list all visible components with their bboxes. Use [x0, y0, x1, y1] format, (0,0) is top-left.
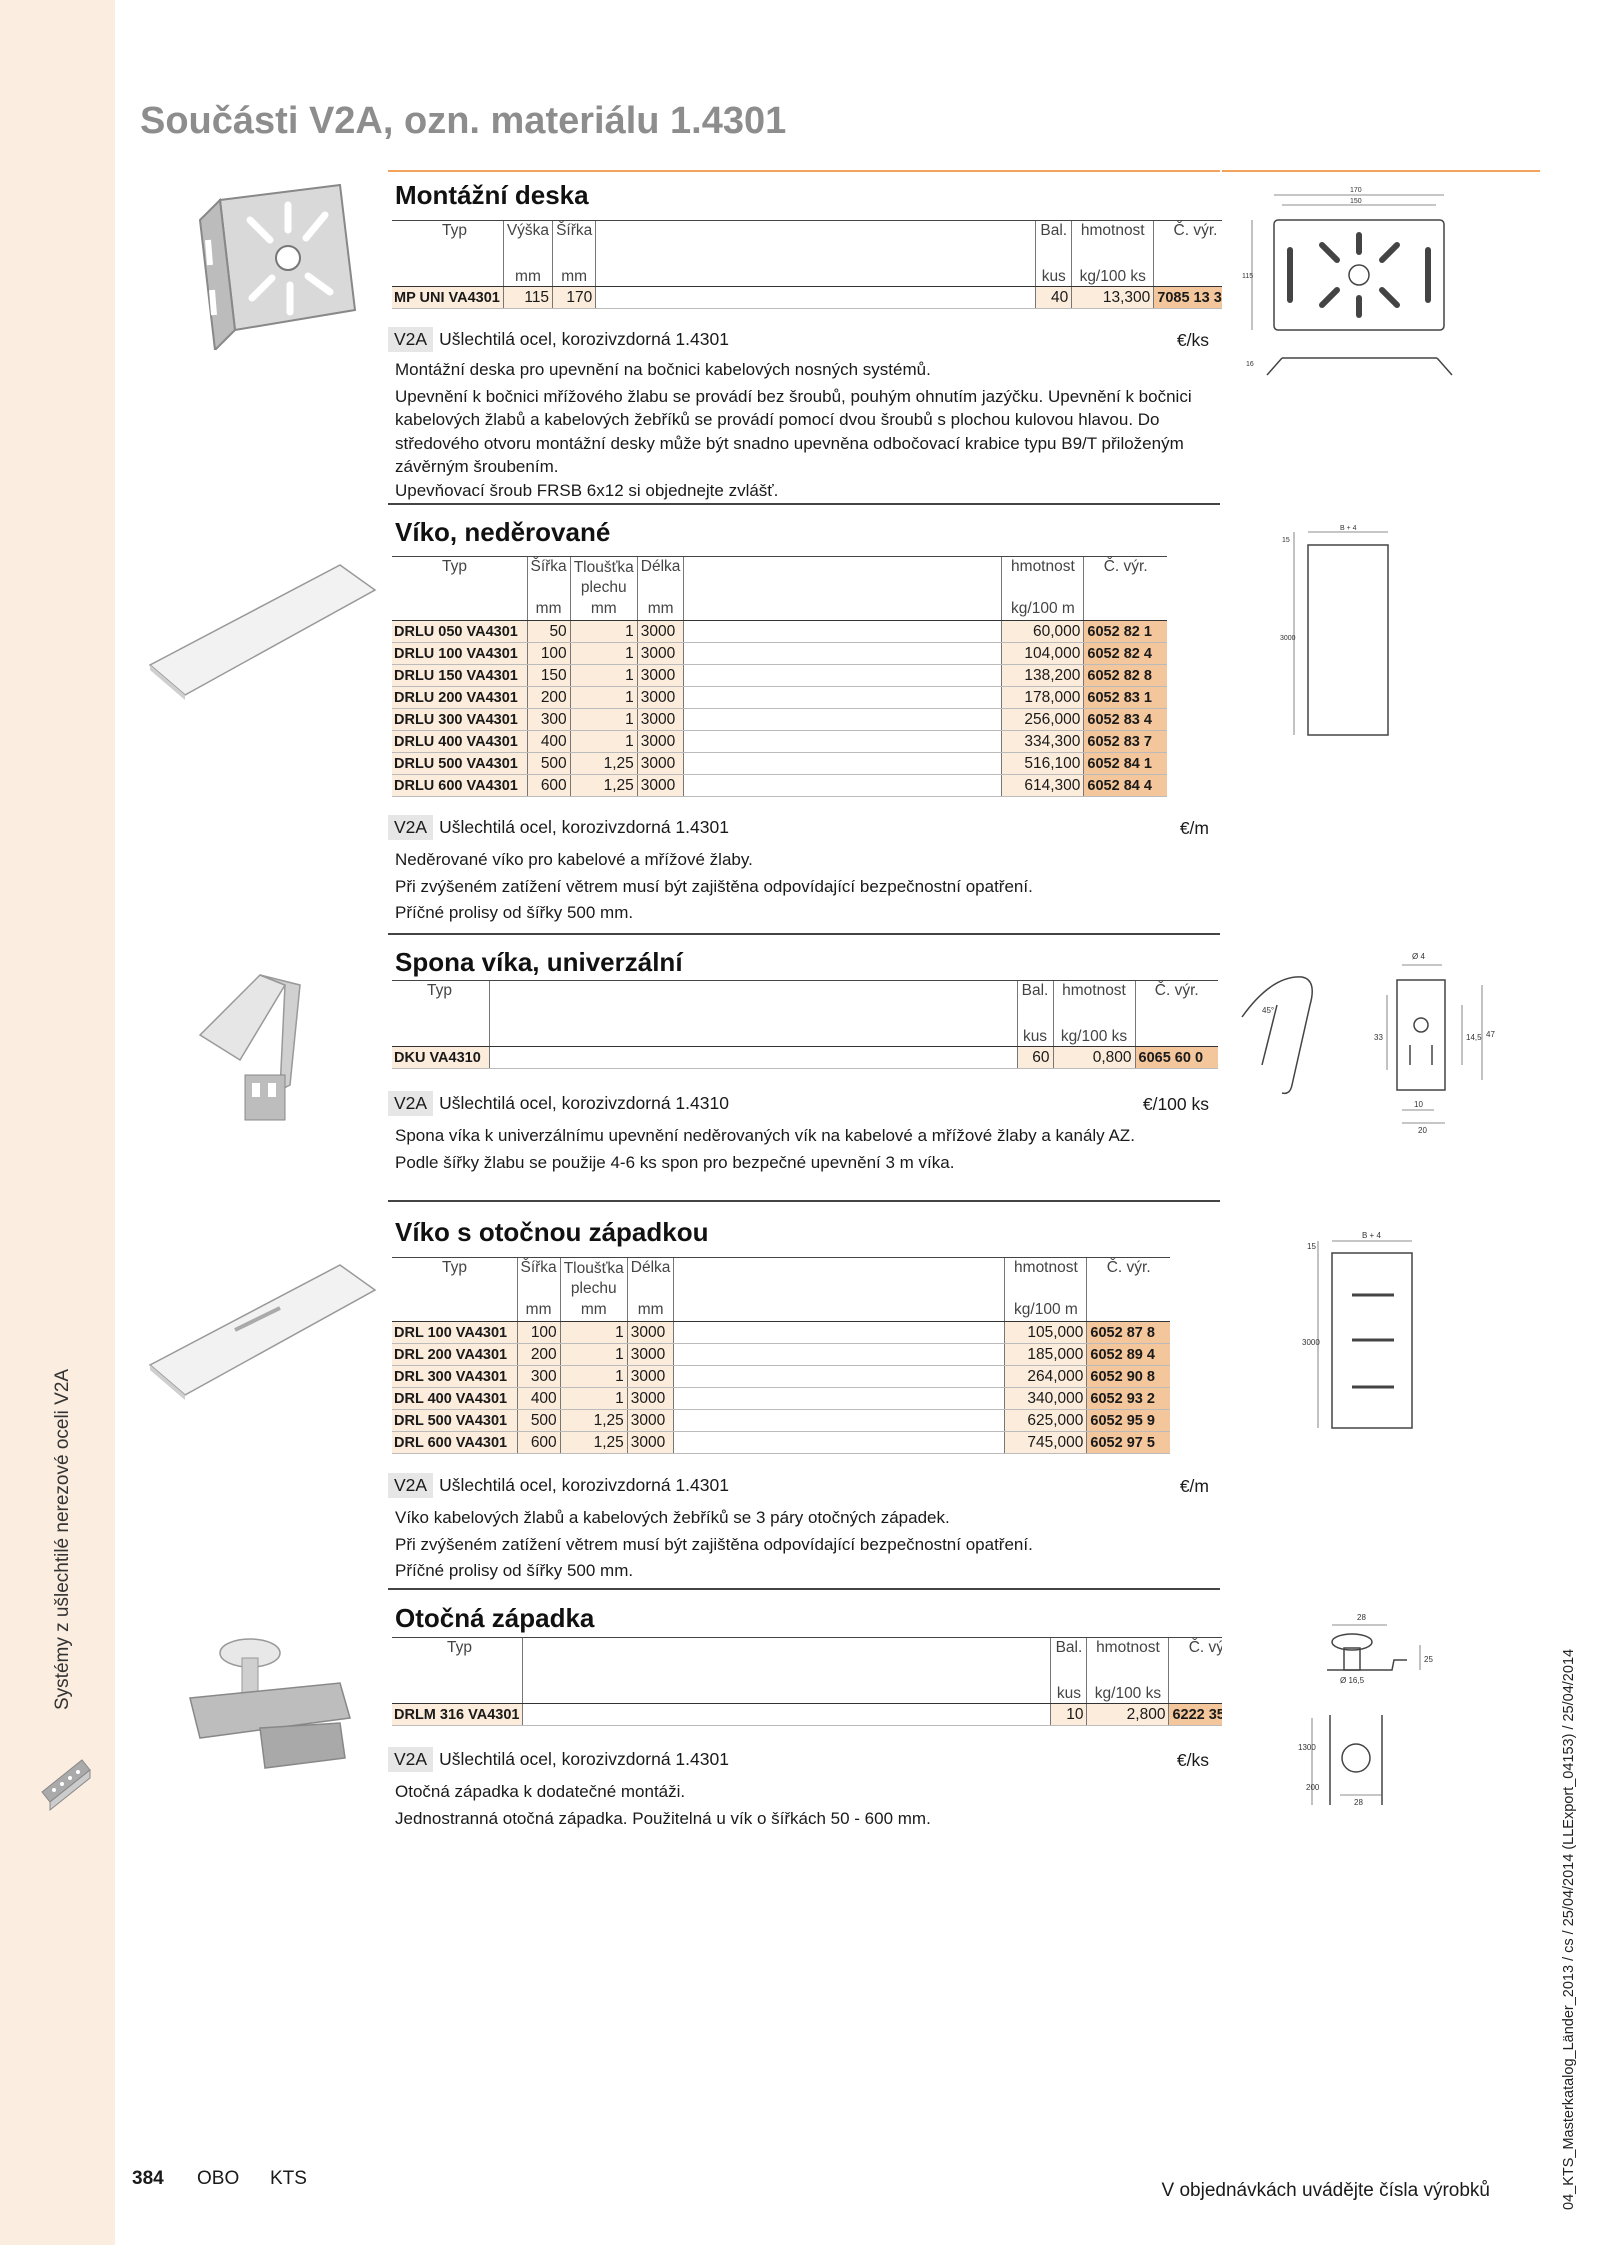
- dim-label: 45°: [1262, 1006, 1275, 1015]
- rotary-latch-image: [140, 1628, 380, 1778]
- material-badge: V2A: [388, 1747, 433, 1772]
- document-footer-vertical: 04_KTS_Masterkatalog_Länder_2013 / cs / 25/04/2014 (LLExport_04153) / 25/04/2014: [1561, 1648, 1577, 2210]
- dim-label: Ø 16,5: [1340, 1676, 1365, 1685]
- price-unit: €/m: [1179, 1476, 1209, 1496]
- section-title: Víko s otočnou západkou: [395, 1217, 709, 1247]
- cover-image: [140, 560, 380, 700]
- dim-label: 15: [1282, 537, 1290, 544]
- table-row: DRLU 400 VA4301 400 1 3000 334,300 6052 83 7: [392, 730, 1167, 752]
- section-title: Otočná západka: [395, 1603, 595, 1633]
- table-row: DRL 200 VA4301 200 1 3000 185,000 6052 89 4: [392, 1343, 1170, 1365]
- cover-clip-drawing: [1222, 945, 1540, 1140]
- material-badge: V2A: [388, 327, 433, 352]
- table-row: DRLU 500 VA4301 500 1,25 3000 516,100 6052 84 1: [392, 752, 1167, 774]
- section-rule: [388, 170, 1220, 172]
- dim-label: 115: [1242, 273, 1254, 280]
- section-divider: [388, 1588, 1220, 1590]
- section-title: Spona víka, univerzální: [395, 947, 683, 977]
- table-row: DRL 100 VA4301 100 1 3000 105,000 6052 87 8: [392, 1321, 1170, 1343]
- table-row: DRLU 150 VA4301 150 1 3000 138,200 6052 82 8: [392, 664, 1167, 686]
- dim-label: 25: [1424, 1655, 1433, 1664]
- page-title: Součásti V2A, ozn. materiálu 1.4301: [140, 100, 787, 142]
- price-unit: €/ks: [1176, 330, 1209, 350]
- table-row: DRL 400 VA4301 400 1 3000 340,000 6052 93 2: [392, 1387, 1170, 1409]
- table-row: DRLU 300 VA4301 300 1 3000 256,000 6052 83 4: [392, 708, 1167, 730]
- dim-label: 28: [1357, 1613, 1366, 1622]
- section-description: Otočná západka k dodatečné montáži. Jednostranná otočná západka. Použitelná u vík o šířkách 50 - 600 mm.: [395, 1782, 931, 1828]
- table-row: DRLU 100 VA4301 100 1 3000 104,000 6052 82 4: [392, 642, 1167, 664]
- dim-label: 200: [1306, 1783, 1320, 1792]
- dim-label: 3000: [1302, 1338, 1320, 1347]
- cover-drawing: [1222, 520, 1540, 740]
- dim-label: Ø 4: [1412, 952, 1425, 961]
- dim-label: 33: [1374, 1033, 1383, 1042]
- cover-clip-image: [140, 965, 380, 1135]
- price-unit: €/100 ks: [1142, 1094, 1209, 1114]
- catalog-name: KTS: [270, 2168, 307, 2189]
- dim-label: 150: [1350, 198, 1362, 205]
- dim-label: 47: [1486, 1030, 1495, 1039]
- table-row: DRLU 200 VA4301 200 1 3000 178,000 6052 83 1: [392, 686, 1167, 708]
- dim-label: B + 4: [1362, 1231, 1381, 1240]
- price-unit: €/m: [1179, 818, 1209, 838]
- mounting-plate-image: [140, 180, 380, 350]
- drawing-rule: [1222, 170, 1540, 172]
- section-description: Víko kabelových žlabů a kabelových žebříků se 3 páry otočných západek. Při zvýšeném zatížení větrem musí být zajištěna odpovídající bezpečnostní opatření. Příčné prolisy od šířky 500 mm.: [395, 1508, 1033, 1580]
- section-divider: [388, 1200, 1220, 1202]
- section-description: Montážní deska pro upevnění na bočnici kabelových nosných systémů. Upevnění k bočnici mřížového žlabu se provádí bez šroubů, pouhým ohnutím jazýčku. Upevnění k bočnici kabelových žlabů a kabelových žebříků se provádí pomocí dvou šroubů s plochou kulovou hlavou. Do středového otvoru montážní desky může být snadno upevněna odbočovací krabice typu B9/T přiloženým závěrným šroubením. Upevňovací šroub FRSB 6x12 si objednejte zvlášť.: [395, 360, 1192, 500]
- footer-note: V objednávkách uvádějte čísla výrobků: [1161, 2180, 1490, 2201]
- table-row: DRL 600 VA4301 600 1,25 3000 745,000 6052 97 5: [392, 1431, 1170, 1453]
- table-row: DRLU 050 VA4301 50 1 3000 60,000 6052 82 1: [392, 620, 1167, 642]
- material-line: V2A Ušlechtilá ocel, korozivzdorná 1.4301 €/ks: [388, 1747, 1211, 1773]
- spec-table-cover-with-latch: Typ Šířka Tloušťka plechu Délka hmotnost Č. výr. mm mm mm kg/100 m DRL 100 VA4301 100 1 3000 105,000 6052 87 8 DRL 200 VA4301 200 1 3000 185,000 6052 89 4 DRL 300 VA4301 300 1 3000 264,000 6052 90 8 DRL 400 VA4301 400 1 3000 340,000 6052 93 2 DRL 500 VA4301 500 1,25 3000 625,000 6052 95 9 DRL 600 VA4301 600 1,25 3000 745,000 6052 97 5: [392, 1257, 1170, 1454]
- dim-label: 3000: [1280, 635, 1296, 642]
- dim-label: 15: [1307, 1242, 1316, 1251]
- section-divider: [388, 503, 1220, 505]
- dim-label: 170: [1350, 187, 1362, 194]
- table-row: DRL 300 VA4301 300 1 3000 264,000 6052 90 8: [392, 1365, 1170, 1387]
- material-line: V2A Ušlechtilá ocel, korozivzdorná 1.4301 €/m: [388, 815, 1211, 841]
- dim-label: 14,5: [1466, 1033, 1482, 1042]
- table-row: DRLU 600 VA4301 600 1,25 3000 614,300 6052 84 4: [392, 774, 1167, 796]
- dim-label: 28: [1354, 1798, 1363, 1807]
- material-line: V2A Ušlechtilá ocel, korozivzdorná 1.4301 €/m: [388, 1473, 1211, 1499]
- side-chapter-text: Systémy z ušlechtilé nerezové oceli V2A: [52, 1368, 73, 1710]
- mounting-plate-drawing: [1222, 180, 1540, 380]
- table-row: DKU VA4310 60 0,800 6065 60 0: [392, 1047, 1218, 1069]
- material-line: V2A Ušlechtilá ocel, korozivzdorná 1.4310 €/100 ks: [388, 1091, 1211, 1117]
- section-description: Neděrované víko pro kabelové a mřížové žlaby. Při zvýšeném zatížení větrem musí být zajištěna odpovídající bezpečnostní opatření. Příčné prolisy od šířky 500 mm.: [395, 850, 1033, 922]
- dim-label: 16: [1246, 361, 1254, 368]
- dim-label: 20: [1418, 1126, 1427, 1135]
- spec-table-mounting-plate: Typ Výška Šířka Bal. hmotnost Č. výr. mm mm kus kg/100 ks MP UNI VA4301 115 170 40 13,300 7085 13 3: [392, 220, 1237, 309]
- section-title: Montážní deska: [395, 180, 589, 210]
- section-description: Spona víka k univerzálnímu upevnění neděrovaných vík na kabelové a mřížové žlaby a kanály AZ. Podle šířky žlabu se použije 4-6 ks spon pro bezpečné upevnění 3 m víka.: [395, 1126, 1135, 1172]
- section-title: Víko, neděrované: [395, 517, 611, 547]
- spec-table-cover-clip: Typ Bal. hmotnost Č. výr. kus kg/100 ks DKU VA4310 60 0,800 6065 60 0: [392, 980, 1218, 1069]
- dim-label: 10: [1414, 1100, 1423, 1109]
- rotary-latch-drawing: [1222, 1600, 1540, 1810]
- material-badge: V2A: [388, 1091, 433, 1116]
- spec-table-rotary-latch: Typ Bal. hmotnost Č. výr. kus kg/100 ks DRLM 316 VA4301 10 2,800 6222 35 8: [392, 1637, 1252, 1726]
- page-number: 384: [132, 2168, 164, 2189]
- table-row: DRLM 316 VA4301 10 2,800 6222 35 8: [392, 1704, 1252, 1726]
- table-row: MP UNI VA4301 115 170 40 13,300 7085 13 3: [392, 287, 1237, 309]
- material-line: V2A Ušlechtilá ocel, korozivzdorná 1.4301 €/ks: [388, 327, 1211, 353]
- side-band: [0, 0, 115, 2245]
- price-unit: €/ks: [1176, 1750, 1209, 1770]
- cover-with-latch-image: [140, 1260, 380, 1400]
- section-divider: [388, 933, 1220, 935]
- dim-label: 1300: [1298, 1743, 1316, 1752]
- brand-name: OBO: [197, 2168, 240, 2189]
- cover-with-latch-drawing: [1222, 1225, 1540, 1435]
- material-badge: V2A: [388, 815, 433, 840]
- dim-label: B + 4: [1340, 525, 1357, 532]
- material-badge: V2A: [388, 1473, 433, 1498]
- chapter-icon: [38, 1752, 94, 1814]
- spec-table-cover: Typ Šířka Tloušťka plechu Délka hmotnost Č. výr. mm mm mm kg/100 m DRLU 050 VA4301 50 1 3000 60,000 6052 82 1 DRLU 100 VA4301 100 1 3000 104,000 6052 82 4 DRLU 150 VA4301 150 1 3000 138,200 6052 82 8 DRLU 200 VA4301 200 1 3000 178,000 6052 83 1 DRLU 300 VA4301 300 1 3000 256,000 6052 83 4 DRLU 400 VA4301 400 1 3000 334,300 6052 83 7 DRLU 500 VA4301 500 1,25 3000 516,100 6052 84 1 DRLU 600 VA4301 600 1,25 3000 614,300 6052 84 4: [392, 556, 1167, 797]
- table-row: DRL 500 VA4301 500 1,25 3000 625,000 6052 95 9: [392, 1409, 1170, 1431]
